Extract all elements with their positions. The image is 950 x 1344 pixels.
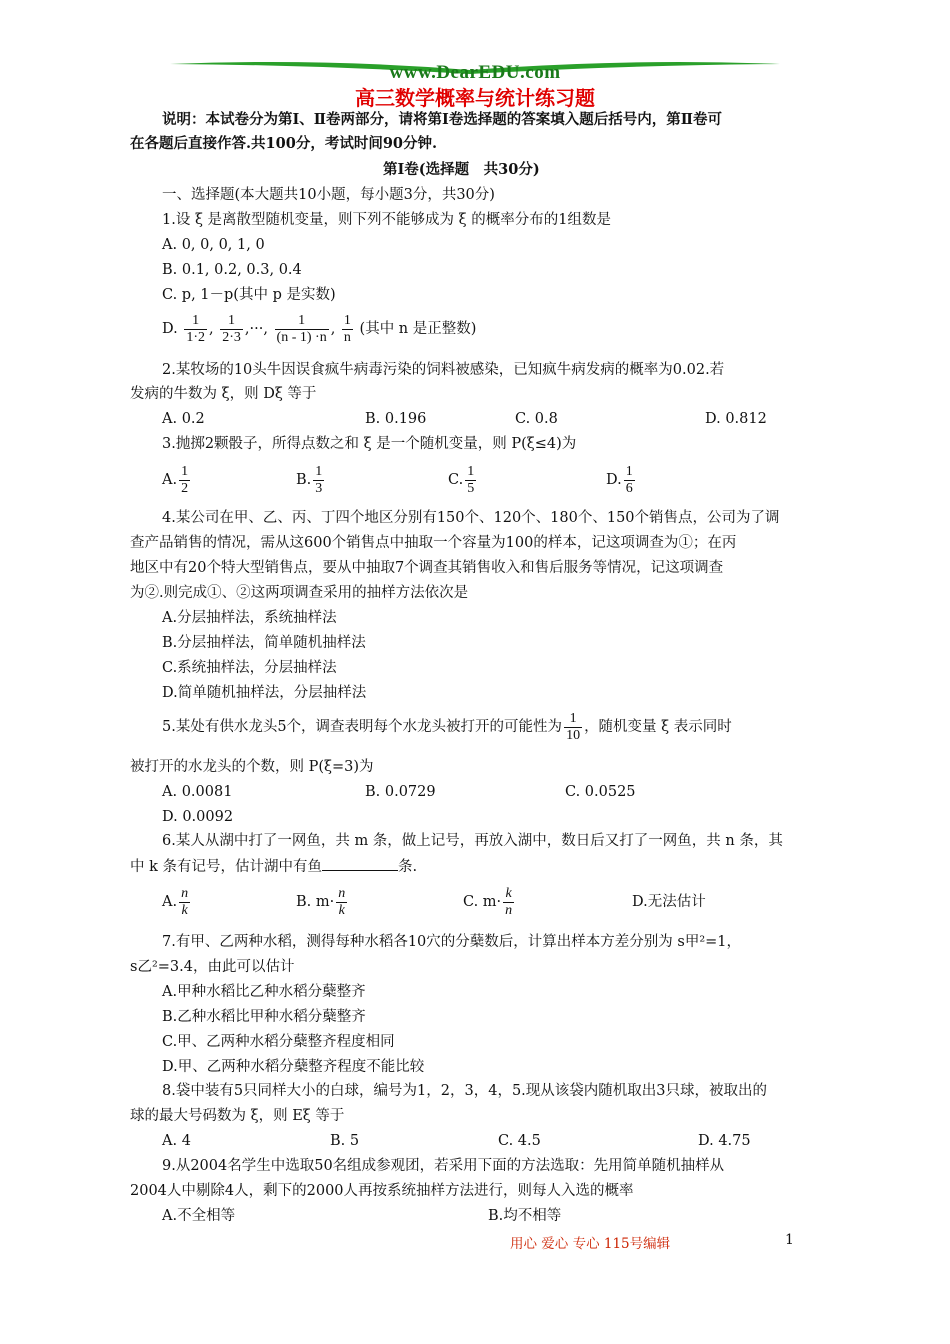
q8-option-c: C. 4.5 (498, 1133, 541, 1149)
q6-line-1: 6.某人从湖中打了一网鱼，共 m 条，做上记号，再放入湖中，数日后又打了一网鱼，共 n 条，其 (162, 833, 783, 849)
q6-answer-blank (322, 856, 398, 871)
q2-option-d: D. 0.812 (705, 411, 767, 427)
q3-a-fraction (179, 464, 190, 497)
q5-line-1-post: ，随机变量 ξ 表示同时 (584, 719, 732, 735)
q1-d-suffix: (其中 n 是正整数) (359, 321, 477, 337)
q3-option-a (162, 460, 192, 500)
footer-note: 用心 爱心 专心 115号编辑 (510, 1236, 671, 1252)
q5-line-1-pre: 5.某处有供水龙头5个，调查表明每个水龙头被打开的可能性为 (162, 719, 563, 735)
q6-c-den: n (505, 902, 513, 918)
site-url: www.DearEDU.com (389, 62, 561, 83)
q3-d-fraction (624, 464, 635, 497)
q5-frac-den: 10 (566, 727, 581, 743)
q2-line-2: 发病的牛数为 ξ，则 Dξ 等于 (130, 386, 317, 402)
q1-d-dots: ,···, (244, 321, 268, 337)
q1-option-d: D. $\frac{1}{1\cdot 2}$ , $\frac{1}{2\cdot 3}$ ,···, $\frac{1}{(n - 1) \cdot n}$ , $\frac{1}{n}$ (其中 n 是正整数) (162, 312, 477, 345)
q3-b-label: B. (296, 472, 312, 488)
q3-c-num: 1 (467, 463, 475, 479)
q3-c-fraction (465, 464, 476, 497)
q1-d-f3-num: 1 (298, 312, 306, 328)
q5-frac-num: 1 (569, 710, 577, 726)
q4-option-d: D.简单随机抽样法，分层抽样法 (162, 685, 367, 701)
q3-d-den: 6 (625, 480, 633, 496)
q8-option-b: B. 5 (330, 1133, 360, 1149)
q6-b-fraction (336, 886, 347, 919)
q5-option-d: D. 0.0092 (162, 809, 234, 825)
q6-b-den: k (336, 902, 347, 919)
q9-option-b: B.均不相等 (488, 1208, 562, 1224)
q6-c-label: C. m· (463, 894, 502, 910)
q2-option-a: A. 0.2 (162, 411, 205, 427)
q7-option-b: B.乙种水稻比甲种水稻分蘖整齐 (162, 1009, 366, 1025)
q1-d-f3-den: (n - 1) ·n (276, 329, 327, 345)
q1-d-f1-den: 1·2 (186, 329, 205, 345)
q4-line-2: 查产品销售的情况，需从这600个销售点中抽取一个容量为100的样本，记这项调查为①；在丙 (130, 535, 737, 551)
page-number: 1 (785, 1232, 794, 1248)
q3-b-num: 1 (315, 463, 323, 479)
q4-option-a: A.分层抽样法，系统抽样法 (162, 610, 337, 626)
q3-d-label: D. (606, 472, 622, 488)
q6-line-2-pre: 中 k 条有记号，估计湖中有鱼 (130, 859, 323, 875)
q1-d-fraction-2 (220, 313, 243, 346)
q4-option-c: C.系统抽样法，分层抽样法 (162, 660, 337, 676)
q8-line-2: 球的最大号码数为 ξ，则 Eξ 等于 (130, 1108, 345, 1124)
q6-a-fraction (179, 886, 190, 919)
q6-a-label: A. (162, 894, 178, 910)
section-subtitle: 一、选择题(本大题共10小题，每小题3分，共30分) (162, 187, 495, 203)
q5-fraction (564, 711, 582, 744)
q6-b-label: B. m· (296, 894, 335, 910)
q7-option-c: C.甲、乙两种水稻分蘖整齐程度相同 (162, 1034, 395, 1050)
q1-d-f2-num: 1 (228, 312, 236, 328)
q6-option-b (296, 882, 349, 922)
q3-option-c (448, 460, 478, 500)
q7-line-1: 7.有甲、乙两种水稻，测得每种水稻各10穴的分蘖数后，计算出样本方差分别为 s甲²=1， (162, 934, 742, 950)
q2-line-1: 2.某牧场的10头牛因误食疯牛病毒污染的饲料被感染，已知疯牛病发病的概率为0.02.若 (162, 362, 725, 378)
q1-d-fraction-1 (184, 313, 207, 346)
q5-option-a: A. 0.0081 (162, 784, 233, 800)
q3-stem: 3.抛掷2颗骰子，所得点数之和 ξ 是一个随机变量，则 P(ξ≤4)为 (162, 436, 577, 452)
q3-a-num: 1 (181, 463, 189, 479)
q4-line-3: 地区中有20个特大型销售点，要从中抽取7个调查其销售收入和售后服务等情况，记这项调查 (130, 560, 724, 576)
q3-b-fraction (313, 464, 324, 497)
q3-c-den: 5 (467, 480, 475, 496)
q8-option-a: A. 4 (162, 1133, 191, 1149)
q5-option-b: B. 0.0729 (365, 784, 436, 800)
q2-option-b: B. 0.196 (365, 411, 427, 427)
q3-a-den: 2 (181, 480, 189, 496)
intro-line-2: 在各题后直接作答.共100分，考试时间90分钟. (130, 135, 438, 152)
q6-option-a (162, 882, 192, 922)
q1-stem: 1.设 ξ 是离散型随机变量，则下列不能够成为 ξ 的概率分布的1组数是 (162, 212, 611, 228)
q6-a-den: k (179, 902, 190, 919)
q8-line-1: 8.袋中装有5只同样大小的白球，编号为1，2，3，4，5.现从该袋内随机取出3只球，被取出的 (162, 1083, 768, 1099)
q6-line-2 (130, 856, 417, 877)
q8-option-d: D. 4.75 (698, 1133, 751, 1149)
q7-option-a: A.甲种水稻比乙种水稻分蘖整齐 (162, 984, 366, 1000)
q9-line-1: 9.从2004名学生中选取50名组成参观团，若采用下面的方法选取：先用简单随机抽样从 (162, 1158, 725, 1174)
q1-d-fraction-4 (342, 313, 353, 346)
q6-c-fraction (503, 886, 514, 919)
q1-d-f2-den: 2·3 (222, 329, 241, 345)
q1-d-fraction-3 (275, 313, 329, 346)
q5-line-1 (162, 708, 732, 746)
q9-line-2: 2004人中剔除4人，剩下的2000人再按系统抽样方法进行，则每人入选的概率 (130, 1183, 634, 1199)
q4-line-4: 为②.则完成①、②这两项调查采用的抽样方法依次是 (130, 585, 469, 601)
q4-line-1: 4.某公司在甲、乙、丙、丁四个地区分别有150个、120个、180个、150个销售点，公司为了调 (162, 510, 780, 526)
q7-line-2: s乙²=3.4，由此可以估计 (130, 959, 295, 975)
q2-option-c: C. 0.8 (515, 411, 558, 427)
q1-d-prefix: D. (162, 321, 178, 337)
q5-line-2: 被打开的水龙头的个数，则 P(ξ=3)为 (130, 759, 374, 775)
q6-c-num: k (505, 885, 512, 901)
q7-option-d: D.甲、乙两种水稻分蘖整齐程度不能比较 (162, 1059, 425, 1075)
q9-option-a: A.不全相等 (162, 1208, 236, 1224)
q5-option-c: C. 0.0525 (565, 784, 636, 800)
q6-line-2-post: 条. (398, 859, 418, 875)
q6-option-c (463, 882, 516, 922)
q1-d-f1-num: 1 (192, 312, 200, 328)
q3-d-num: 1 (625, 463, 633, 479)
q4-option-b: B.分层抽样法，简单随机抽样法 (162, 635, 366, 651)
q6-option-d: D.无法估计 (632, 894, 706, 910)
intro-line-1: 说明：本试卷分为第Ⅰ、Ⅱ卷两部分，请将第Ⅰ卷选择题的答案填入题后括号内，第Ⅱ卷可 (162, 111, 723, 128)
q1-option-a: A. 0, 0, 0, 1, 0 (162, 237, 265, 253)
page-title: 高三数学概率与统计练习题 (355, 86, 595, 110)
q1-d-f4-den: n (343, 329, 351, 345)
q3-option-b (296, 460, 326, 500)
q3-option-d (606, 460, 637, 500)
section-title: 第Ⅰ卷(选择题 共30分) (383, 161, 540, 178)
q3-b-den: 3 (315, 480, 323, 496)
q3-c-label: C. (448, 472, 464, 488)
q3-a-label: A. (162, 472, 178, 488)
q1-d-f4-num: 1 (343, 312, 351, 328)
q1-option-c: C. p, 1－p(其中 p 是实数) (162, 287, 336, 303)
q1-option-b: B. 0.1, 0.2, 0.3, 0.4 (162, 262, 302, 278)
q6-b-num: n (338, 885, 346, 901)
q6-a-num: n (181, 885, 189, 901)
